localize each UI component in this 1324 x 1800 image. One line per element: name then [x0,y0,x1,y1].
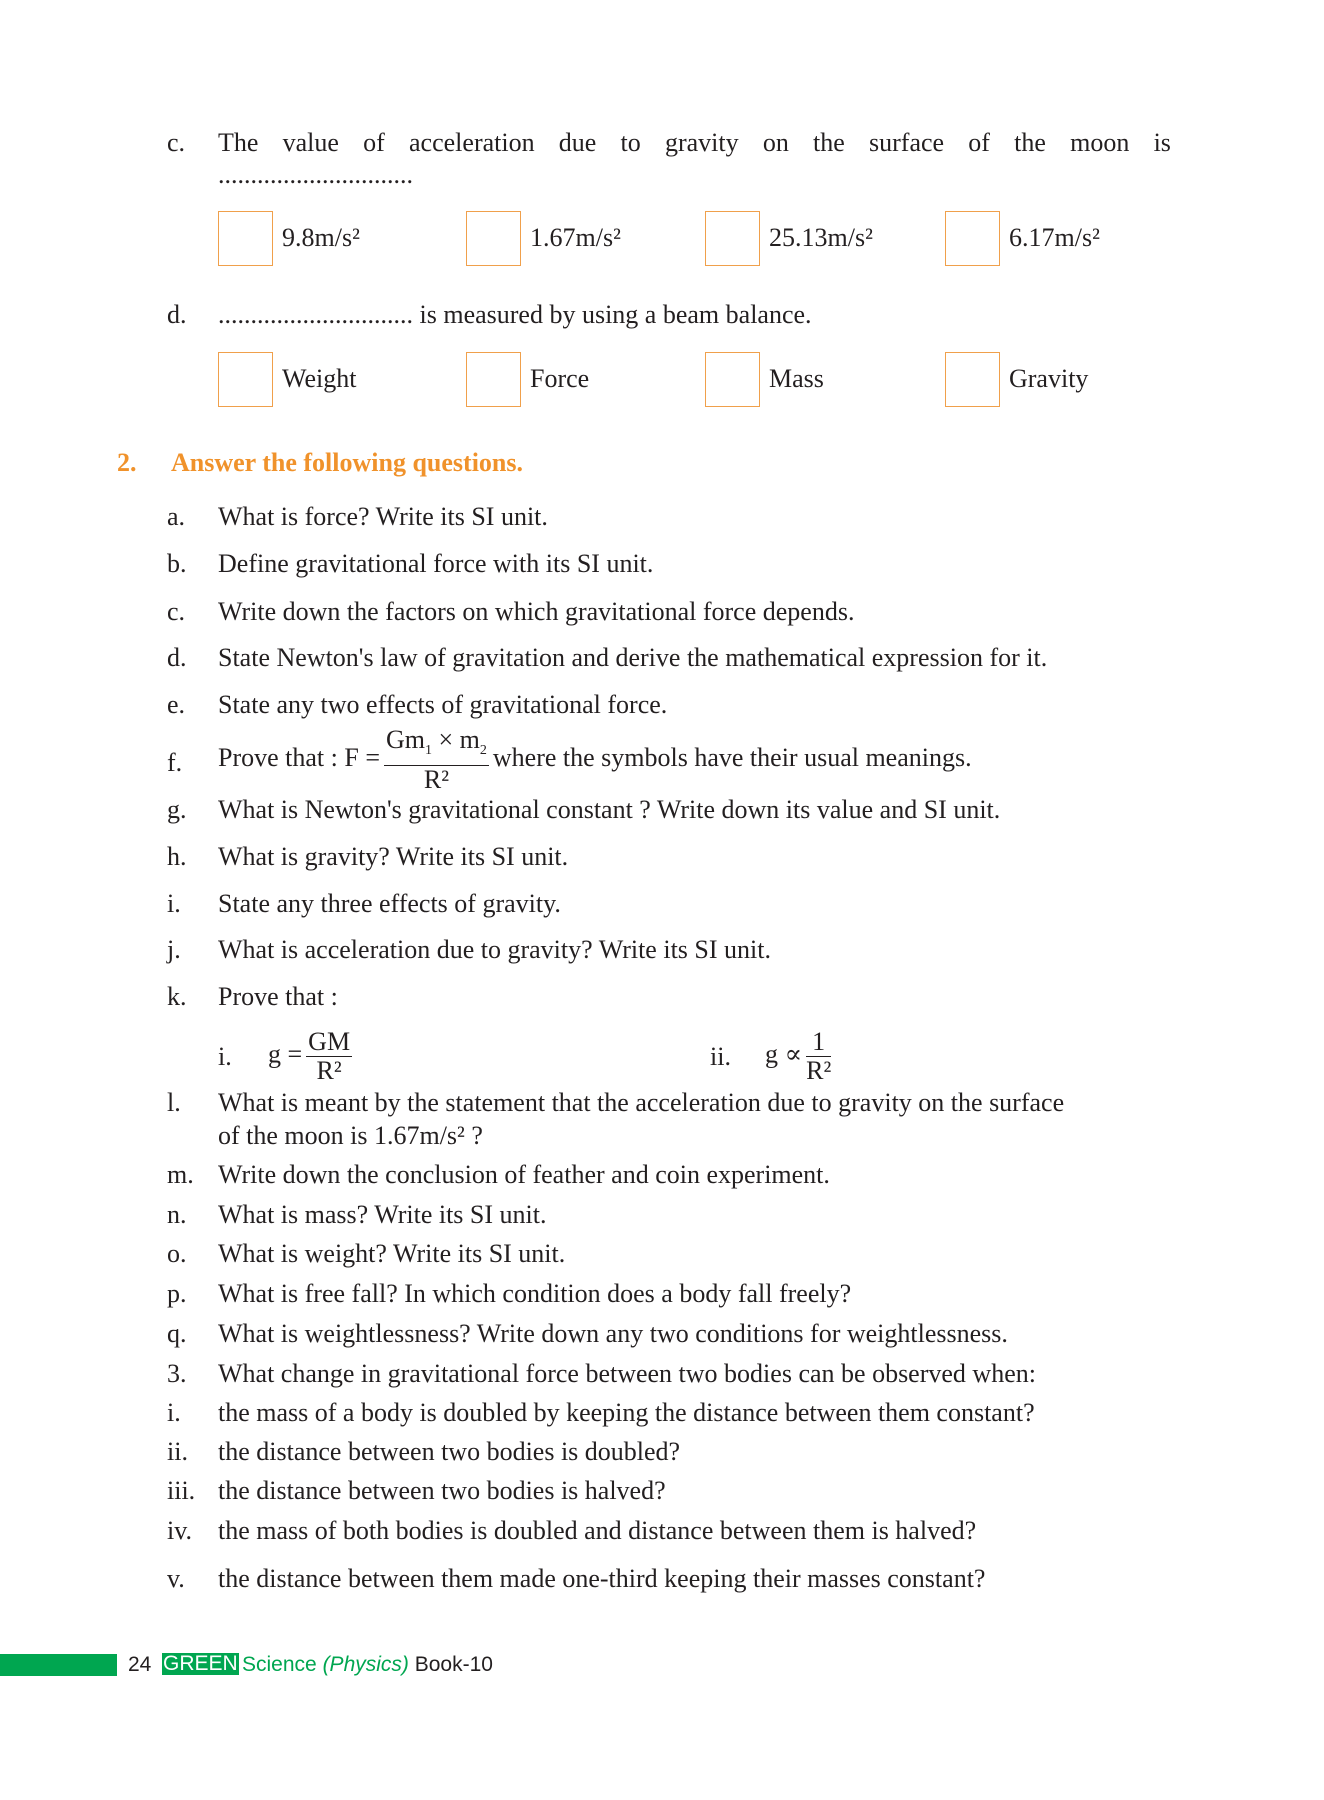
question-label: iv. [167,1516,193,1545]
question-label: d. [167,300,187,329]
question-text [218,128,1171,158]
question-label: g. [167,795,187,824]
option-label: 6.17m/s² [1009,223,1100,252]
section-title: Answer the following questions. [171,448,524,477]
question-label: i. [167,889,181,918]
page-footer [0,1652,700,1678]
brand-label: GREEN [163,1652,238,1675]
option-label: Weight [282,364,357,393]
checkbox-option[interactable] [466,352,521,407]
question-text: the distance between two bodies is doubled? [218,1437,681,1466]
word: value [282,128,339,157]
question-label: c. [167,128,186,157]
formula-g-proportional: g ∝ $\frac{1}{\text{R²}}$ [765,1027,832,1085]
question-text: What is Newton's gravitational constant ? Write down its value and SI unit. [218,795,1001,824]
book-title: Science (Physics) Book-10 [242,1653,493,1676]
question-text: State any two effects of gravitational force. [218,690,668,719]
question-label: f. [167,748,183,777]
option-label: Force [530,364,590,393]
word: The [218,128,259,157]
question-text: the distance between two bodies is halved? [218,1476,666,1505]
question-label: q. [167,1319,187,1348]
question-text: Define gravitational force with its SI unit. [218,549,654,578]
option-label: 9.8m/s² [282,223,360,252]
question-label: 3. [167,1359,187,1388]
question-label: h. [167,842,187,871]
question-text: What change in gravitational force between two bodies can be observed when: [218,1359,1036,1388]
word: acceleration [409,128,535,157]
question-label: d. [167,643,187,672]
question-text: State any three effects of gravity. [218,889,561,918]
checkbox-option[interactable] [218,211,273,266]
word: the [1014,128,1046,157]
option-label: 25.13m/s² [769,223,873,252]
word: surface [869,128,945,157]
question-label: c. [167,597,186,626]
question-text: the mass of a body is doubled by keeping the distance between them constant? [218,1398,1035,1427]
question-label: a. [167,502,186,531]
question-text: State Newton's law of gravitation and derive the mathematical expression for it. [218,643,1048,672]
question-text: What is gravity? Write its SI unit. [218,842,569,871]
question-label: e. [167,690,186,719]
question-label: o. [167,1239,187,1268]
question-text: What is mass? Write its SI unit. [218,1200,547,1229]
question-text: Write down the factors on which gravitational force depends. [218,597,855,626]
checkbox-option[interactable] [945,211,1000,266]
footer-green-bar [0,1654,117,1676]
question-label: ii. [167,1437,188,1466]
word: on [762,128,789,157]
checkbox-option[interactable] [705,352,760,407]
question-label: k. [167,982,187,1011]
option-label: Gravity [1009,364,1089,393]
question-text: What is acceleration due to gravity? Write its SI unit. [218,935,771,964]
question-label: b. [167,549,187,578]
question-text: Prove that : F = $\frac{Gm_1 \times m_2}{\text{R²}}$ where the symbols have their usual meanings. [218,725,972,795]
option-label: Mass [769,364,824,393]
word: the [813,128,845,157]
word: due [558,128,597,157]
section-number: 2. [117,448,137,477]
page-number: 24 [128,1653,152,1676]
question-text: What is force? Write its SI unit. [218,502,548,531]
question-label: i. [167,1398,181,1427]
question-label: m. [167,1160,194,1189]
question-label: j. [167,935,181,964]
question-text: Write down the conclusion of feather and coin experiment. [218,1160,830,1189]
question-text: the mass of both bodies is doubled and distance between them is halved? [218,1516,977,1545]
word: to [620,128,641,157]
question-text: What is free fall? In which condition does a body fall freely? [218,1279,852,1308]
word: is [1153,128,1171,157]
question-label: iii. [167,1476,196,1505]
formula-fraction: $\frac{Gm_1 \times m_2}{\text{R²}}$ [386,725,487,795]
question-text: What is weight? Write its SI unit. [218,1239,566,1268]
formula-g-gm-r2: g = $\frac{GM}{\text{R²}}$ [268,1027,351,1085]
word: of [968,128,990,157]
question-text: Prove that : [218,982,338,1011]
question-text: .............................. is measured by using a beam balance. [218,300,812,329]
question-text: What is weightlessness? Write down any two conditions for weightlessness. [218,1319,1008,1348]
question-label: n. [167,1200,187,1229]
word: gravity [664,128,739,157]
question-text: the distance between them made one-third keeping their masses constant? [218,1564,986,1593]
word: moon [1070,128,1130,157]
question-label: v. [167,1564,185,1593]
checkbox-option[interactable] [945,352,1000,407]
option-label: 1.67m/s² [530,223,621,252]
checkbox-option[interactable] [466,211,521,266]
checkbox-option[interactable] [218,352,273,407]
word: of [363,128,385,157]
question-label: p. [167,1279,187,1308]
checkbox-option[interactable] [705,211,760,266]
